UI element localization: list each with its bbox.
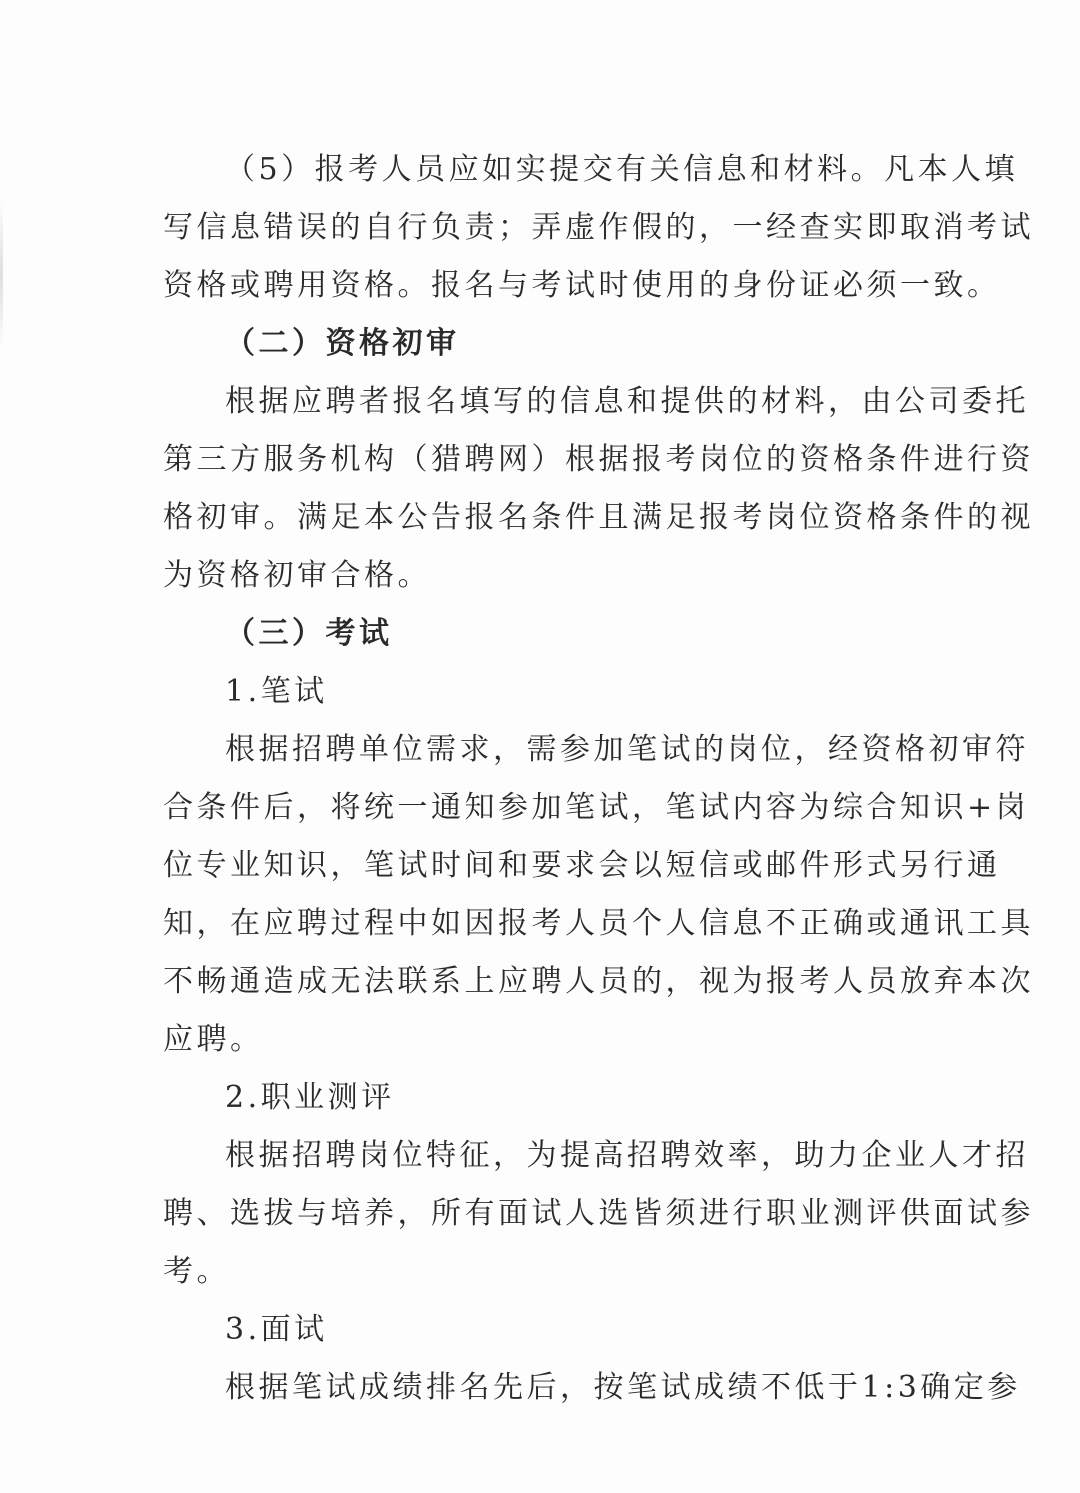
paragraph-line: 不畅通造成无法联系上应聘人员的，视为报考人员放弃本次 bbox=[163, 964, 1034, 999]
paragraph-line: 第三方服务机构（猎聘网）根据报考岗位的资格条件进行资 bbox=[163, 442, 1034, 477]
paragraph-line: 根据笔试成绩排名先后，按笔试成绩不低于1:3确定参 bbox=[225, 1370, 1021, 1405]
paragraph-line: 写信息错误的自行负责；弄虚作假的，一经查实即取消考试 bbox=[163, 210, 1034, 245]
paragraph-line: 考。 bbox=[163, 1254, 230, 1289]
document-body bbox=[163, 141, 1034, 1417]
scan-edge-shadow bbox=[0, 200, 3, 350]
paragraph-line: 聘、选拔与培养，所有面试人选皆须进行职业测评供面试参 bbox=[163, 1196, 1034, 1231]
section-heading-exam: （三）考试 bbox=[225, 616, 393, 651]
section-heading-qualification-review: （二）资格初审 bbox=[225, 326, 460, 361]
paragraph-line: 根据应聘者报名填写的信息和提供的材料，由公司委托 bbox=[225, 384, 1029, 419]
paragraph-line: 合条件后，将统一通知参加笔试，笔试内容为综合知识+岗 bbox=[163, 790, 1030, 825]
paragraph-line: 为资格初审合格。 bbox=[163, 558, 431, 593]
subheading-career-assessment: 2.职业测评 bbox=[225, 1080, 395, 1115]
paragraph-line: 根据招聘岗位特征，为提高招聘效率，助力企业人才招 bbox=[225, 1138, 1029, 1173]
paragraph-line: 知，在应聘过程中如因报考人员个人信息不正确或通讯工具 bbox=[163, 906, 1034, 941]
subheading-interview: 3.面试 bbox=[225, 1312, 328, 1347]
paragraph-line: 应聘。 bbox=[163, 1022, 264, 1057]
paragraph-line: 根据招聘单位需求，需参加笔试的岗位，经资格初审符 bbox=[225, 732, 1029, 767]
paragraph-line: 资格或聘用资格。报名与考试时使用的身份证必须一致。 bbox=[163, 268, 1001, 303]
paragraph-line: 格初审。满足本公告报名条件且满足报考岗位资格条件的视 bbox=[163, 500, 1034, 535]
subheading-written-test: 1.笔试 bbox=[225, 674, 328, 709]
paragraph-line: 位专业知识，笔试时间和要求会以短信或邮件形式另行通 bbox=[163, 848, 1001, 883]
paragraph-line-item-5: （5）报考人员应如实提交有关信息和材料。凡本人填 bbox=[225, 152, 1019, 187]
